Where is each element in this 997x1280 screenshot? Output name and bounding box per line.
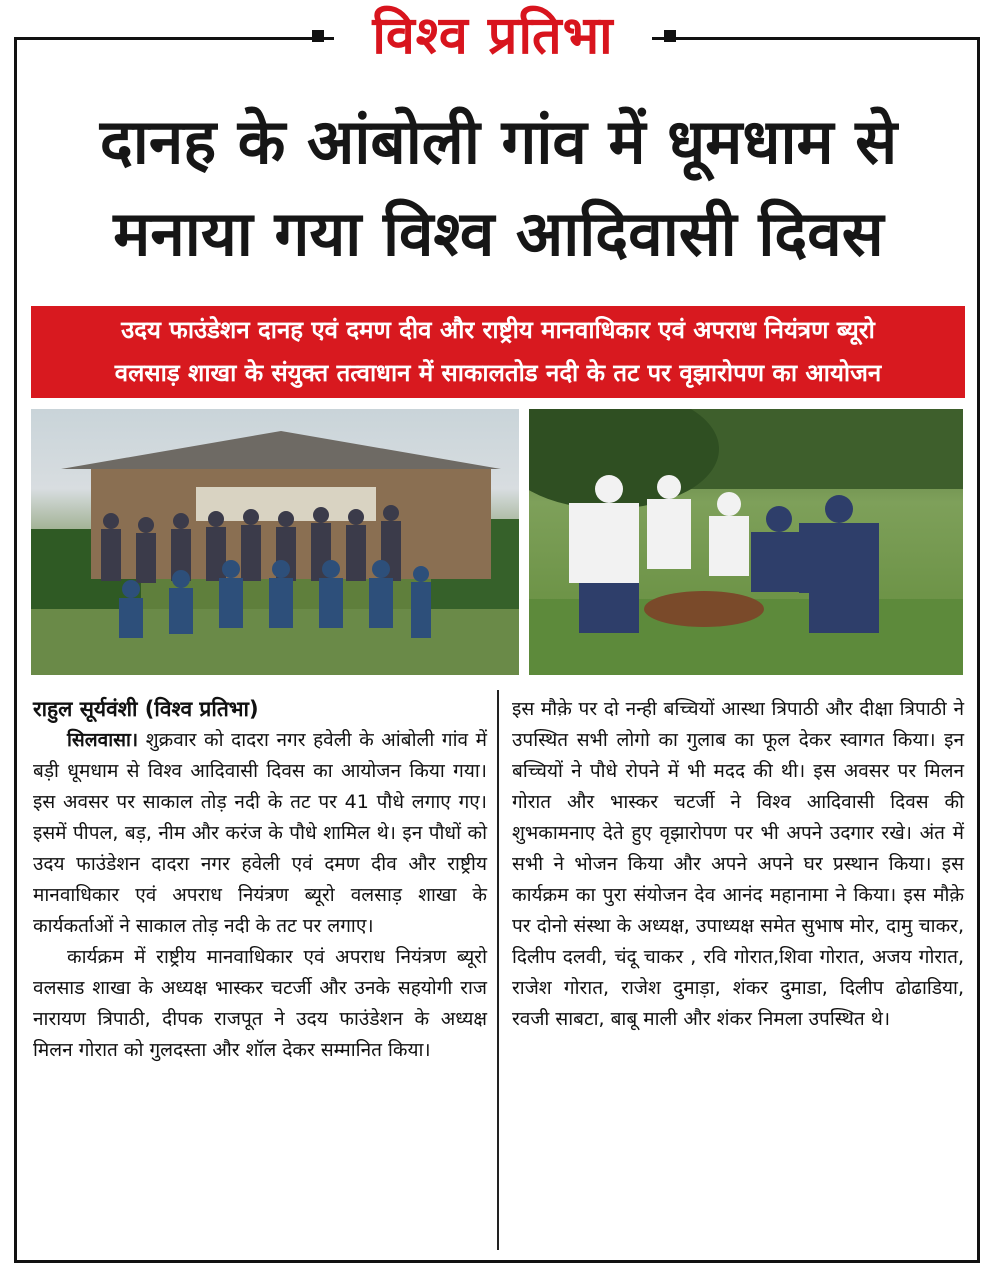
column-divider: [497, 690, 499, 1250]
masthead: [0, 0, 997, 72]
group-photo: [31, 409, 519, 675]
dateline-place: सिलवासा।: [67, 729, 139, 751]
headline-line-1: दानह के आंबोली गांव में धूमधाम से: [99, 105, 898, 178]
subheadline-line-1: उदय फाउंडेशन दानह एवं दमण दीव और राष्ट्रीय मानवाधिकार एवं अपराध नियंत्रण ब्यूरो: [121, 316, 875, 344]
headline-line-2: मनाया गया विश्व आदिवासी दिवस: [113, 197, 884, 270]
paragraph-1: [33, 725, 487, 942]
article-column-right: [512, 694, 964, 1035]
right-bullet: [664, 30, 676, 42]
paragraph-3: इस मौक़े पर दो नन्ही बच्चियों आस्था त्रिपाठी और दीक्षा त्रिपाठी ने उपस्थित सभी लोगो का गुलाब का फूल देकर स्वागत किया। इन बच्चियों ने पौधे रोपने में भी मदद की थी। इस अवसर पर मिलन गोरात और भास्कर चटर्जी ने विश्व आदिवासी दिवस की शुभकामनाए देते हुए वृझारोपण पर भी अपने उदगार रखे। अंत में सभी ने भोजन किया और अपने अपने घर प्रस्थान किया। इस कार्यक्रम का पुरा संयोजन देव आनंद महानामा ने किया। इस मौक़े पर दोनो संस्था के अध्यक्ष, उपाध्यक्ष समेत सुभाष मोर, दामु चाकर, दिलीप दलवी, चंदू चाकर , रवि गोरात,शिवा गोरात, अजय गोरात, राजेश गोरात, राजेश दुमाड़ा, शंकर दुमाडा, दिलीप ढोढाडिया, रवजी साबटा, बाबू माली और शंकर निमला उपस्थित थे।: [512, 698, 964, 1030]
subheadline-box: [31, 306, 965, 398]
article-column-left: [33, 694, 487, 1066]
byline: राहुल सूर्यवंशी (विश्व प्रतिभा): [33, 697, 259, 721]
tree-planting-photo: [529, 409, 963, 675]
section-title: विश्व प्रतिभा: [334, 4, 652, 68]
subheadline-line-2: वलसाड़ शाखा के संयुक्त तत्वाधान में साकालतोड नदी के तट पर वृझारोपण का आयोजन: [114, 359, 882, 387]
paragraph-2: कार्यक्रम में राष्ट्रीय मानवाधिकार एवं अपराध नियंत्रण ब्यूरो वलसाड शाखा के अध्यक्ष भास्कर चटर्जी और उनके सहयोगी राज नारायण त्रिपाठी, दीपक राजपूत ने उदय फाउंडेशन के अध्यक्ष मिलन गोरात को गुलदस्ता और शॉल देकर सम्मानित किया।: [33, 946, 487, 1061]
left-bullet: [312, 30, 324, 42]
paragraph-1-text: शुक्रवार को दादरा नगर हवेली के आंबोली गांव में बड़ी धूमधाम से विश्व आदिवासी दिवस का आयोजन किया गया। इस अवसर पर साकाल तोड़ नदी के तट पर 41 पौधे लगाए गए। इसमें पीपल, बड़, नीम और करंज के पौधे शामिल थे। इन पौधों को उदय फाउंडेशन दादरा नगर हवेली एवं दमण दीव और राष्ट्रीय मानवाधिकार एवं अपराध नियंत्रण ब्यूरो वलसाड़ शाखा के कार्यकर्ताओं ने साकाल तोड़ नदी के तट पर लगाए।: [33, 729, 487, 937]
